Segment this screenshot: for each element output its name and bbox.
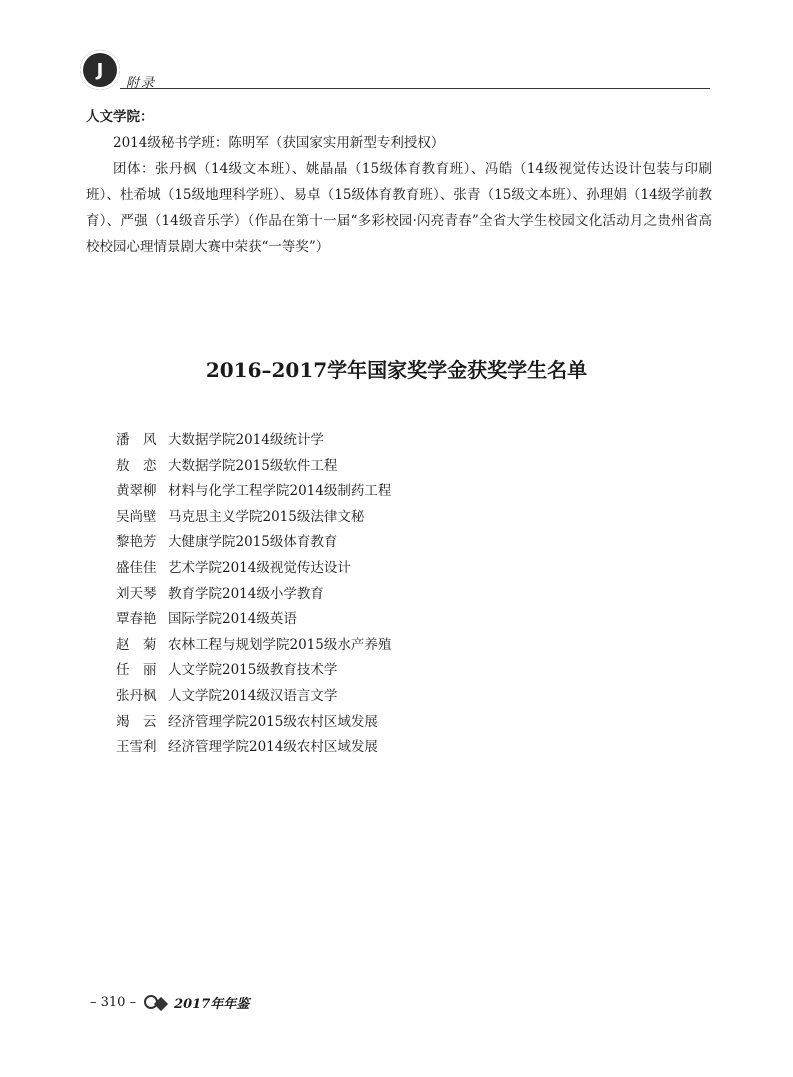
student-name: 黄翠柳	[116, 483, 157, 500]
student-name: 赵 菊	[116, 636, 157, 653]
student-name: 刘天琴	[116, 585, 157, 602]
page-number: – 310 –	[90, 994, 137, 1010]
student-dept: 材料与化学工程学院2014级制药工程	[168, 483, 392, 500]
student-name: 黎艳芳	[116, 534, 157, 551]
award-list	[116, 428, 536, 761]
page-footer	[90, 990, 249, 1014]
intro-paragraph: 团体：张丹枫（14级文本班）、姚晶晶（15级体育教育班）、冯皓（14级视觉传达设计包装与印刷班）、杜希城（15级地理科学班）、易卓（15级体育教育班）、张青（15级文本班）、孙理娟（14级学前教育）、严强（14级音乐学）（作品在第十一届“多彩校园·闪亮青春”全省大学生校园文化活动月之贵州省高校校园心理情景剧大赛中荣获“一等奖”）	[86, 161, 712, 255]
intro-heading: 人文学院：	[86, 109, 154, 125]
student-name: 张丹枫	[116, 687, 157, 704]
yearbook-emblem-icon	[144, 993, 166, 1011]
student-name: 潘 风	[116, 432, 157, 448]
header-divider	[120, 88, 710, 89]
list-item	[116, 479, 536, 505]
student-dept: 经济管理学院2015级农村区域发展	[168, 713, 378, 730]
student-dept: 教育学院2014级小学教育	[168, 585, 324, 602]
yearbook-label: 2017年年鉴	[174, 996, 250, 1012]
list-item	[116, 582, 536, 608]
list-item	[116, 428, 536, 454]
list-item	[116, 658, 536, 684]
list-item	[116, 530, 536, 556]
student-name: 覃春艳	[116, 611, 157, 628]
student-dept: 国际学院2014级英语	[168, 611, 297, 628]
student-dept: 大数据学院2014级统计学	[168, 432, 324, 448]
university-logo-icon	[80, 50, 120, 90]
list-item	[116, 505, 536, 531]
student-dept: 人文学院2015级教育技术学	[168, 662, 338, 679]
section-label: 附录	[126, 76, 157, 91]
student-dept: 艺术学院2014级视觉传达设计	[168, 559, 351, 576]
student-dept: 农林工程与规划学院2015级水产养殖	[168, 636, 392, 653]
logo-mark: J	[96, 59, 104, 81]
intro-section	[86, 104, 712, 260]
student-dept: 经济管理学院2014级农村区域发展	[168, 739, 378, 756]
list-item	[116, 710, 536, 736]
list-item	[116, 684, 536, 710]
student-name: 竭 云	[116, 713, 157, 730]
list-item	[116, 556, 536, 582]
student-name: 王雪利	[116, 739, 157, 756]
student-dept: 马克思主义学院2015级法律文秘	[168, 508, 365, 525]
student-name: 敖 恋	[116, 457, 157, 474]
list-item	[116, 735, 536, 761]
intro-paragraph: 2014级秘书学班：陈明军（获国家实用新型专利授权）	[113, 135, 445, 151]
student-dept: 大健康学院2015级体育教育	[168, 534, 338, 551]
student-name: 任 丽	[116, 662, 157, 679]
page-header	[80, 50, 710, 90]
student-name: 盛佳佳	[116, 559, 157, 576]
list-item	[116, 454, 536, 480]
student-dept: 大数据学院2015级软件工程	[168, 457, 338, 474]
list-item	[116, 633, 536, 659]
page-title: 2016–2017学年国家奖学金获奖学生名单	[205, 358, 588, 382]
student-dept: 人文学院2014级汉语言文学	[168, 687, 338, 704]
student-name: 吴尚壁	[116, 508, 157, 525]
list-item	[116, 607, 536, 633]
